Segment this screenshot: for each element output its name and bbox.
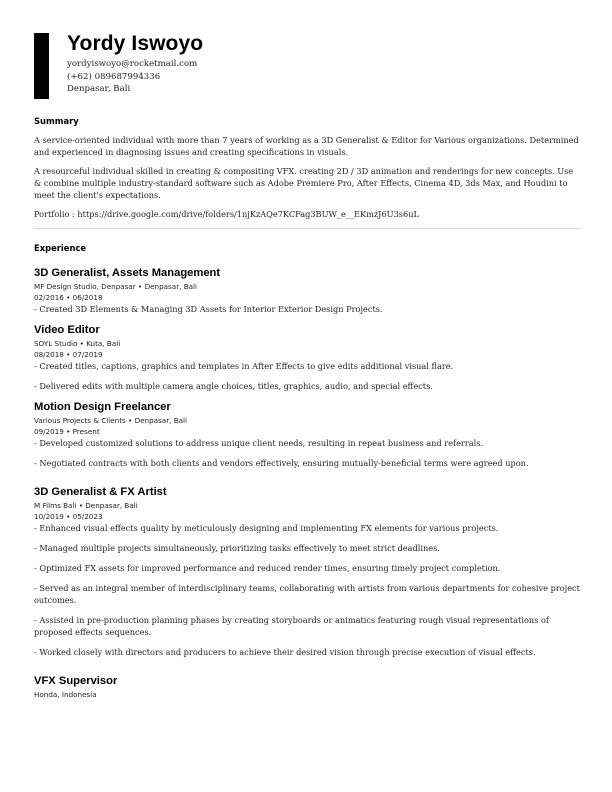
job-bullet: - Created 3D Elements & Managing 3D Assets for Interior Exterior Design Projects. [34,304,383,314]
job-entry [34,674,580,700]
job-title: Video Editor [34,324,100,336]
job-dates: 02/2016 • 06/2018 [34,293,103,302]
job-bullet: - Assisted in pre-production planning phases by creating storyboards or animatics featuring rough visual representations of proposed effects sequences. [34,615,549,637]
job-entry [34,485,580,658]
job-bullet: - Delivered edits with multiple camera angle choices, titles, graphics, audio, and special effects. [34,381,433,391]
candidate-name: Yordy Iswoyo [67,32,204,55]
portfolio-link: Portfolio : https://drive.google.com/drive/folders/1njKzAQe7KCFag3BUW_e__EKmzJ6U3s6uL [34,209,419,219]
experience-heading: Experience [34,243,87,253]
job-entry [34,323,580,392]
job-company: Honda, Indonesia [34,690,97,699]
summary-paragraph-2: A resourceful individual skilled in creating & compositing VFX. creating 2D / 3D animation and renderings for new concepts. Use & combine multiple industry-standard software such as Adobe Premiere Pro, After Effects, Cinema 4D, 3ds Max, and Houdini to meet the client's expectations. [34,166,574,200]
job-title: 3D Generalist & FX Artist [34,486,167,498]
job-title: VFX Supervisor [34,675,118,687]
contact-email: yordyiswoyo@rocketmail.com [67,59,198,69]
job-dates: 09/2019 • Present [34,427,100,436]
job-bullet: - Developed customized solutions to address unique client needs, resulting in repeat business and referrals. [34,438,484,448]
summary-paragraph-1: A service-oriented individual with more than 7 years of working as a 3D Generalist & Editor for Various organizations. Determined and experienced in diagnosing issues and creating specifications in visuals. [34,135,579,157]
job-company: MF Design Studio, Denpasar • Denpasar, Bali [34,282,198,291]
job-bullet: - Enhanced visual effects quality by meticulously designing and implementing FX elements for various projects. [34,523,499,533]
section-divider [34,228,580,229]
contact-phone: (+62) 089687994336 [67,71,161,82]
job-bullet: - Managed multiple projects simultaneously, prioritizing tasks effectively to meet strict deadlines. [34,543,440,553]
job-dates: 08/2018 • 07/2019 [34,350,103,359]
job-bullet: - Worked closely with directors and producers to achieve their desired vision through precise execution of visual effects. [34,647,536,657]
job-company: M Films Bali • Denpasar, Bali [34,501,138,510]
job-entry [34,400,580,469]
job-company: SOYL Studio • Kuta, Bali [34,339,121,348]
summary-heading: Summary [34,116,79,126]
resume-body [34,116,580,700]
job-bullet: - Negotiated contracts with both clients and vendors effectively, ensuring mutually-beneficial terms were agreed upon. [34,458,529,468]
header-accent-bar [34,33,49,99]
summary-section [34,116,580,220]
job-bullet: - Served as an integral member of interdisciplinary teams, collaborating with artists from various departments for cohesive project outcomes. [34,583,580,605]
job-company: Various Projects & Clients • Denpasar, Bali [34,416,188,425]
job-dates: 10/2019 • 05/2023 [34,512,103,521]
job-bullet: - Created titles, captions, graphics and templates in After Effects to give edits additional visual flare. [34,361,454,371]
job-title: 3D Generalist, Assets Management [34,267,221,279]
header [67,31,203,96]
job-title: Motion Design Freelancer [34,401,171,413]
contact-location: Denpasar, Bali [67,84,131,94]
job-entry [34,266,580,315]
job-bullet: - Optimized FX assets for improved performance and reduced render times, ensuring timely project completion. [34,563,501,573]
experience-section [34,243,580,700]
